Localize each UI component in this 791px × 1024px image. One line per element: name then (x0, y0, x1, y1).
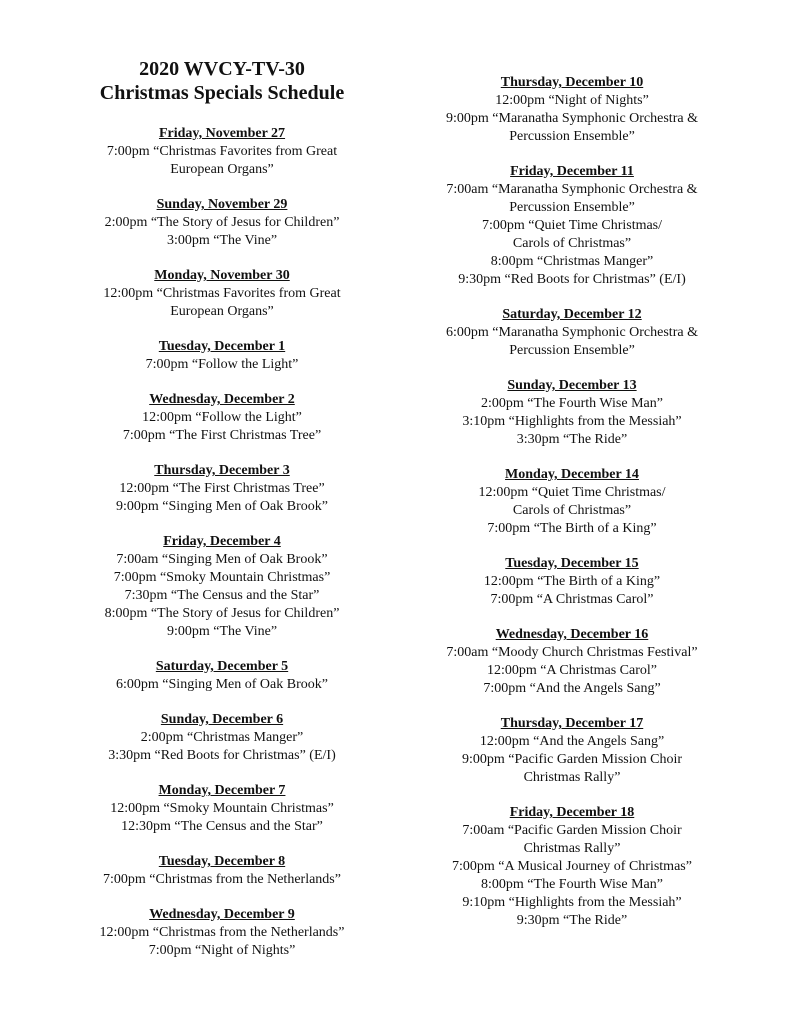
program-line: 7:00pm “Follow the Light” (145, 357, 299, 372)
day-heading: Thursday, December 3 (154, 463, 290, 478)
program-line: 12:00pm “Night of Nights” (495, 93, 649, 108)
program-line: 12:00pm “A Christmas Carol” (487, 663, 657, 678)
program-line: 7:00pm “The First Christmas Tree” (122, 428, 322, 443)
program-line: Christmas Rally” (523, 770, 621, 785)
day-heading: Monday, December 7 (158, 783, 286, 798)
day-block (72, 533, 372, 641)
day-heading: Friday, December 18 (509, 805, 635, 820)
program-line: 12:00pm “Smoky Mountain Christmas” (110, 801, 334, 816)
day-heading: Tuesday, December 15 (505, 556, 639, 571)
program-line: 12:00pm “The Birth of a King” (483, 574, 661, 589)
program-line: Carols of Christmas” (512, 236, 632, 251)
program-line: 12:00pm “Quiet Time Christmas/ (478, 485, 666, 500)
day-heading: Monday, December 14 (505, 467, 639, 482)
day-block (72, 711, 372, 765)
program-line: Christmas Rally” (523, 841, 621, 856)
program-line: European Organs” (170, 304, 274, 319)
title-line-2: Christmas Specials Schedule (99, 82, 345, 104)
program-line: 7:30pm “The Census and the Star” (124, 588, 320, 603)
program-line: European Organs” (170, 162, 274, 177)
program-line: 7:00pm “A Musical Journey of Christmas” (452, 859, 692, 874)
day-block (422, 804, 722, 930)
program-line: 9:00pm “Singing Men of Oak Brook” (116, 499, 328, 514)
program-line: 12:00pm “And the Angels Sang” (479, 734, 665, 749)
day-block (72, 267, 372, 321)
program-line: 9:30pm “The Ride” (516, 913, 628, 928)
program-line: 7:00pm “Smoky Mountain Christmas” (113, 570, 331, 585)
day-block (422, 555, 722, 609)
program-line: 2:00pm “The Story of Jesus for Children” (104, 215, 340, 230)
day-block (72, 391, 372, 445)
day-block (72, 906, 372, 960)
program-line: 8:00pm “Christmas Manger” (490, 254, 654, 269)
program-line: 12:00pm “Christmas Favorites from Great (103, 286, 341, 301)
program-line: 7:00pm “A Christmas Carol” (490, 592, 654, 607)
program-line: Percussion Ensemble” (509, 343, 635, 358)
program-line: 2:00pm “The Fourth Wise Man” (481, 396, 663, 411)
title-line-1: 2020 WVCY-TV-30 (139, 58, 305, 80)
day-block (72, 196, 372, 250)
day-heading: Sunday, December 6 (160, 712, 284, 727)
program-line: 12:00pm “Christmas from the Netherlands” (99, 925, 345, 940)
program-line: 8:00pm “The Story of Jesus for Children” (104, 606, 340, 621)
program-line: Percussion Ensemble” (509, 129, 635, 144)
program-line: 7:00am “Singing Men of Oak Brook” (116, 552, 328, 567)
day-block (72, 853, 372, 889)
day-block (422, 163, 722, 289)
program-line: 7:00pm “Christmas from the Netherlands” (103, 872, 341, 887)
program-line: 9:30pm “Red Boots for Christmas” (E/I) (458, 272, 686, 287)
program-line: 12:30pm “The Census and the Star” (121, 819, 323, 834)
day-block (72, 338, 372, 374)
day-block (422, 74, 722, 146)
day-heading: Monday, November 30 (154, 268, 290, 283)
program-line: 3:10pm “Highlights from the Messiah” (462, 414, 682, 429)
day-block (72, 125, 372, 179)
program-line: 7:00pm “Quiet Time Christmas/ (481, 218, 663, 233)
program-line: Percussion Ensemble” (509, 200, 635, 215)
day-heading: Tuesday, December 8 (158, 854, 286, 869)
day-heading: Saturday, December 12 (502, 307, 642, 322)
day-heading: Wednesday, December 16 (495, 627, 649, 642)
program-line: 6:00pm “Maranatha Symphonic Orchestra & (446, 325, 698, 340)
program-line: 12:00pm “The First Christmas Tree” (119, 481, 325, 496)
program-line: 7:00am “Moody Church Christmas Festival” (446, 645, 698, 660)
program-line: 7:00pm “Christmas Favorites from Great (106, 144, 338, 159)
program-line: 7:00pm “And the Angels Sang” (483, 681, 661, 696)
day-heading: Wednesday, December 2 (149, 392, 295, 407)
day-heading: Thursday, December 10 (500, 75, 644, 90)
program-line: 12:00pm “Follow the Light” (142, 410, 302, 425)
program-line: 7:00pm “The Birth of a King” (487, 521, 657, 536)
day-heading: Friday, December 4 (163, 534, 281, 549)
day-block (72, 782, 372, 836)
program-line: 7:00am “Maranatha Symphonic Orchestra & (446, 182, 698, 197)
day-heading: Friday, December 11 (510, 164, 634, 179)
day-heading: Wednesday, December 9 (149, 907, 295, 922)
program-line: 7:00am “Pacific Garden Mission Choir (462, 823, 682, 838)
program-line: 9:00pm “Pacific Garden Mission Choir (461, 752, 683, 767)
day-heading: Sunday, November 29 (156, 197, 288, 212)
program-line: Carols of Christmas” (512, 503, 632, 518)
program-line: 3:30pm “The Ride” (516, 432, 628, 447)
day-heading: Saturday, December 5 (155, 659, 289, 674)
program-line: 8:00pm “The Fourth Wise Man” (481, 877, 663, 892)
day-block (72, 658, 372, 694)
day-block (422, 466, 722, 538)
day-heading: Thursday, December 17 (500, 716, 644, 731)
day-block (422, 626, 722, 698)
program-line: 6:00pm “Singing Men of Oak Brook” (116, 677, 328, 692)
program-line: 9:00pm “Maranatha Symphonic Orchestra & (446, 111, 698, 126)
program-line: 9:10pm “Highlights from the Messiah” (462, 895, 682, 910)
day-block (72, 462, 372, 516)
day-heading: Tuesday, December 1 (158, 339, 286, 354)
program-line: 3:00pm “The Vine” (166, 233, 278, 248)
day-heading: Friday, November 27 (158, 126, 286, 141)
day-block (422, 306, 722, 360)
program-line: 2:00pm “Christmas Manger” (140, 730, 304, 745)
page-title (72, 57, 372, 105)
right-column (422, 74, 722, 947)
program-line: 9:00pm “The Vine” (166, 624, 278, 639)
day-heading: Sunday, December 13 (507, 378, 637, 393)
left-column (72, 125, 372, 977)
day-block (422, 715, 722, 787)
day-block (422, 377, 722, 449)
program-line: 3:30pm “Red Boots for Christmas” (E/I) (108, 748, 336, 763)
program-line: 7:00pm “Night of Nights” (148, 943, 296, 958)
